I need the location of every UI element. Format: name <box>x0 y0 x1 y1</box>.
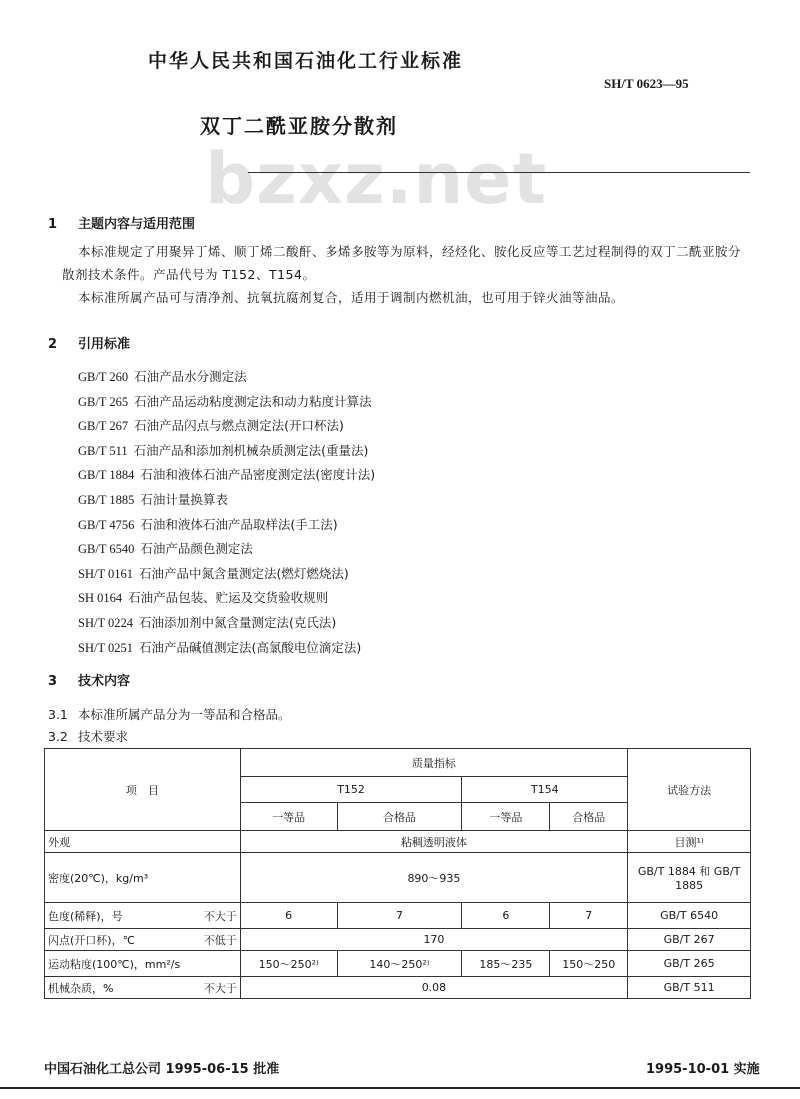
section-1-heading <box>48 213 195 232</box>
reference-code: GB/T 6540 <box>78 542 135 557</box>
method-cell: GB/T 511 <box>628 977 751 999</box>
clause-text: 本标准所属产品分为一等品和合格品。 <box>78 707 291 722</box>
item-header: 项 目 <box>45 749 241 831</box>
merged-value: 粘稠透明液体 <box>240 831 627 853</box>
merged-value: 890～935 <box>240 853 627 903</box>
item-label: 色度(稀释)，号 <box>48 909 123 923</box>
method-cell: 目测¹⁾ <box>628 831 751 853</box>
reference-item <box>78 611 375 636</box>
value-cell: 6 <box>240 903 337 929</box>
item-cell <box>45 831 241 853</box>
value-cell: 140～250²⁾ <box>337 951 462 977</box>
section-3-heading <box>48 670 130 689</box>
reference-code: SH/T 0251 <box>78 640 133 655</box>
reference-list <box>78 365 375 660</box>
item-label: 机械杂质，% <box>48 981 114 995</box>
method-cell: GB/T 267 <box>628 929 751 951</box>
method-header: 试验方法 <box>628 749 751 831</box>
table-row <box>45 929 751 951</box>
reference-code: GB/T 4756 <box>78 517 135 532</box>
reference-item <box>78 365 375 390</box>
implementation-date: 1995-10-01 实施 <box>646 1062 760 1077</box>
method-cell: GB/T 265 <box>628 951 751 977</box>
item-label: 运动粘度(100℃)，mm²/s <box>48 957 181 971</box>
reference-title: 石油和液体石油产品密度测定法(密度计法) <box>140 467 376 483</box>
bottom-rule <box>0 1087 800 1089</box>
section-title: 技术内容 <box>78 674 131 689</box>
issuing-authority: 中华人民共和国石油化工行业标准 <box>148 50 464 72</box>
table-row <box>45 853 751 903</box>
reference-code: GB/T 267 <box>78 419 129 434</box>
reference-title: 石油产品和添加剂机械杂质测定法(重量法) <box>133 442 369 458</box>
reference-code: SH/T 0161 <box>78 566 133 581</box>
quality-header: 质量指标 <box>240 749 627 777</box>
item-cell <box>45 853 241 903</box>
reference-item <box>78 463 375 488</box>
section-title: 引用标准 <box>78 337 131 352</box>
reference-title: 石油产品水分测定法 <box>134 369 247 384</box>
grade-qualified: 合格品 <box>337 803 462 831</box>
reference-title: 石油计量换算表 <box>140 491 228 507</box>
item-cell <box>45 903 241 929</box>
limit-label: 不低于 <box>203 933 237 947</box>
reference-title: 石油添加剂中氮含量测定法(克氏法) <box>139 614 337 630</box>
section-number: 1 <box>48 217 58 232</box>
item-label: 密度(20℃)，kg/m³ <box>48 871 149 885</box>
reference-item <box>78 390 375 415</box>
scope-paragraph: 本标准规定了用聚异丁烯、顺丁烯二酸酐、多烯多胺等为原料，经烃化、胺化反应等工艺过程制得的双丁二酰亚胺分散剂技术条件。产品代号为 T152、T154。 <box>62 244 742 282</box>
reference-item <box>78 439 375 464</box>
clause-number: 3.2 <box>48 729 68 744</box>
section-number: 3 <box>48 674 58 689</box>
reference-item <box>78 513 375 538</box>
section-1-body <box>62 240 752 309</box>
reference-code: GB/T 260 <box>78 370 129 384</box>
reference-code: GB/T 265 <box>78 394 129 409</box>
clause-text: 技术要求 <box>78 729 129 744</box>
product-t154: T154 <box>462 777 628 803</box>
technical-requirements-table <box>44 748 751 999</box>
reference-item <box>78 636 375 661</box>
reference-title: 石油产品颜色测定法 <box>140 541 253 557</box>
limit-label: 不大于 <box>203 909 237 923</box>
section-title: 主题内容与适用范围 <box>78 217 196 232</box>
reference-title: 石油产品运动粘度测定法和动力粘度计算法 <box>134 393 372 409</box>
reference-item <box>78 586 375 611</box>
method-cell: GB/T 1884 和 GB/T 1885 <box>628 853 751 903</box>
title-rule <box>248 172 750 173</box>
method-cell: GB/T 6540 <box>628 903 751 929</box>
clause-3-1 <box>48 705 291 723</box>
product-t152: T152 <box>240 777 462 803</box>
grade-first: 一等品 <box>462 803 550 831</box>
value-cell: 7 <box>337 903 462 929</box>
item-cell <box>45 951 241 977</box>
section-number: 2 <box>48 337 58 352</box>
value-cell: 185～235 <box>462 951 550 977</box>
value-cell: 150～250 <box>550 951 628 977</box>
item-cell <box>45 977 241 999</box>
table-row <box>45 903 751 929</box>
grade-first: 一等品 <box>240 803 337 831</box>
section-2-heading <box>48 333 130 352</box>
reference-item <box>78 562 375 587</box>
value-cell: 150～250²⁾ <box>240 951 337 977</box>
reference-title: 石油和液体石油产品取样法(手工法) <box>140 516 338 532</box>
table-row <box>45 831 751 853</box>
reference-item <box>78 488 375 513</box>
limit-label: 不大于 <box>203 981 237 995</box>
reference-title: 石油产品包装、贮运及交货验收规则 <box>128 590 329 606</box>
reference-code: GB/T 1885 <box>78 492 135 507</box>
reference-item <box>78 537 375 562</box>
clause-number: 3.1 <box>48 707 68 722</box>
reference-item <box>78 414 375 439</box>
item-label: 闪点(开口杯)，℃ <box>48 933 135 947</box>
reference-title: 石油产品碱值测定法(高氯酸电位滴定法) <box>139 639 362 655</box>
reference-code: GB/T 1884 <box>78 468 135 483</box>
item-cell <box>45 929 241 951</box>
reference-title: 石油产品中氮含量测定法(燃灯燃烧法) <box>139 565 349 581</box>
document-title: 双丁二酰亚胺分散剂 <box>200 114 398 138</box>
reference-code: SH 0164 <box>78 591 123 606</box>
standard-number: SH/T 0623—95 <box>604 76 689 91</box>
table-row <box>45 977 751 999</box>
table-row <box>45 951 751 977</box>
grade-qualified: 合格品 <box>550 803 628 831</box>
watermark: bzxz.net <box>205 138 548 220</box>
approval-line: 中国石油化工总公司 1995-06-15 批准 <box>44 1062 280 1077</box>
reference-code: SH/T 0224 <box>78 615 133 630</box>
reference-code: GB/T 511 <box>78 443 128 458</box>
clause-3-2 <box>48 727 128 745</box>
value-cell: 6 <box>462 903 550 929</box>
item-label: 外观 <box>48 835 70 849</box>
reference-title: 石油产品闪点与燃点测定法(开口杯法) <box>134 418 344 434</box>
merged-value: 170 <box>240 929 627 951</box>
value-cell: 7 <box>550 903 628 929</box>
merged-value: 0.08 <box>240 977 627 999</box>
application-paragraph: 本标准所属产品可与清净剂、抗氧抗腐剂复合，适用于调制内燃机油，也可用于锌火油等油品。 <box>78 290 625 305</box>
